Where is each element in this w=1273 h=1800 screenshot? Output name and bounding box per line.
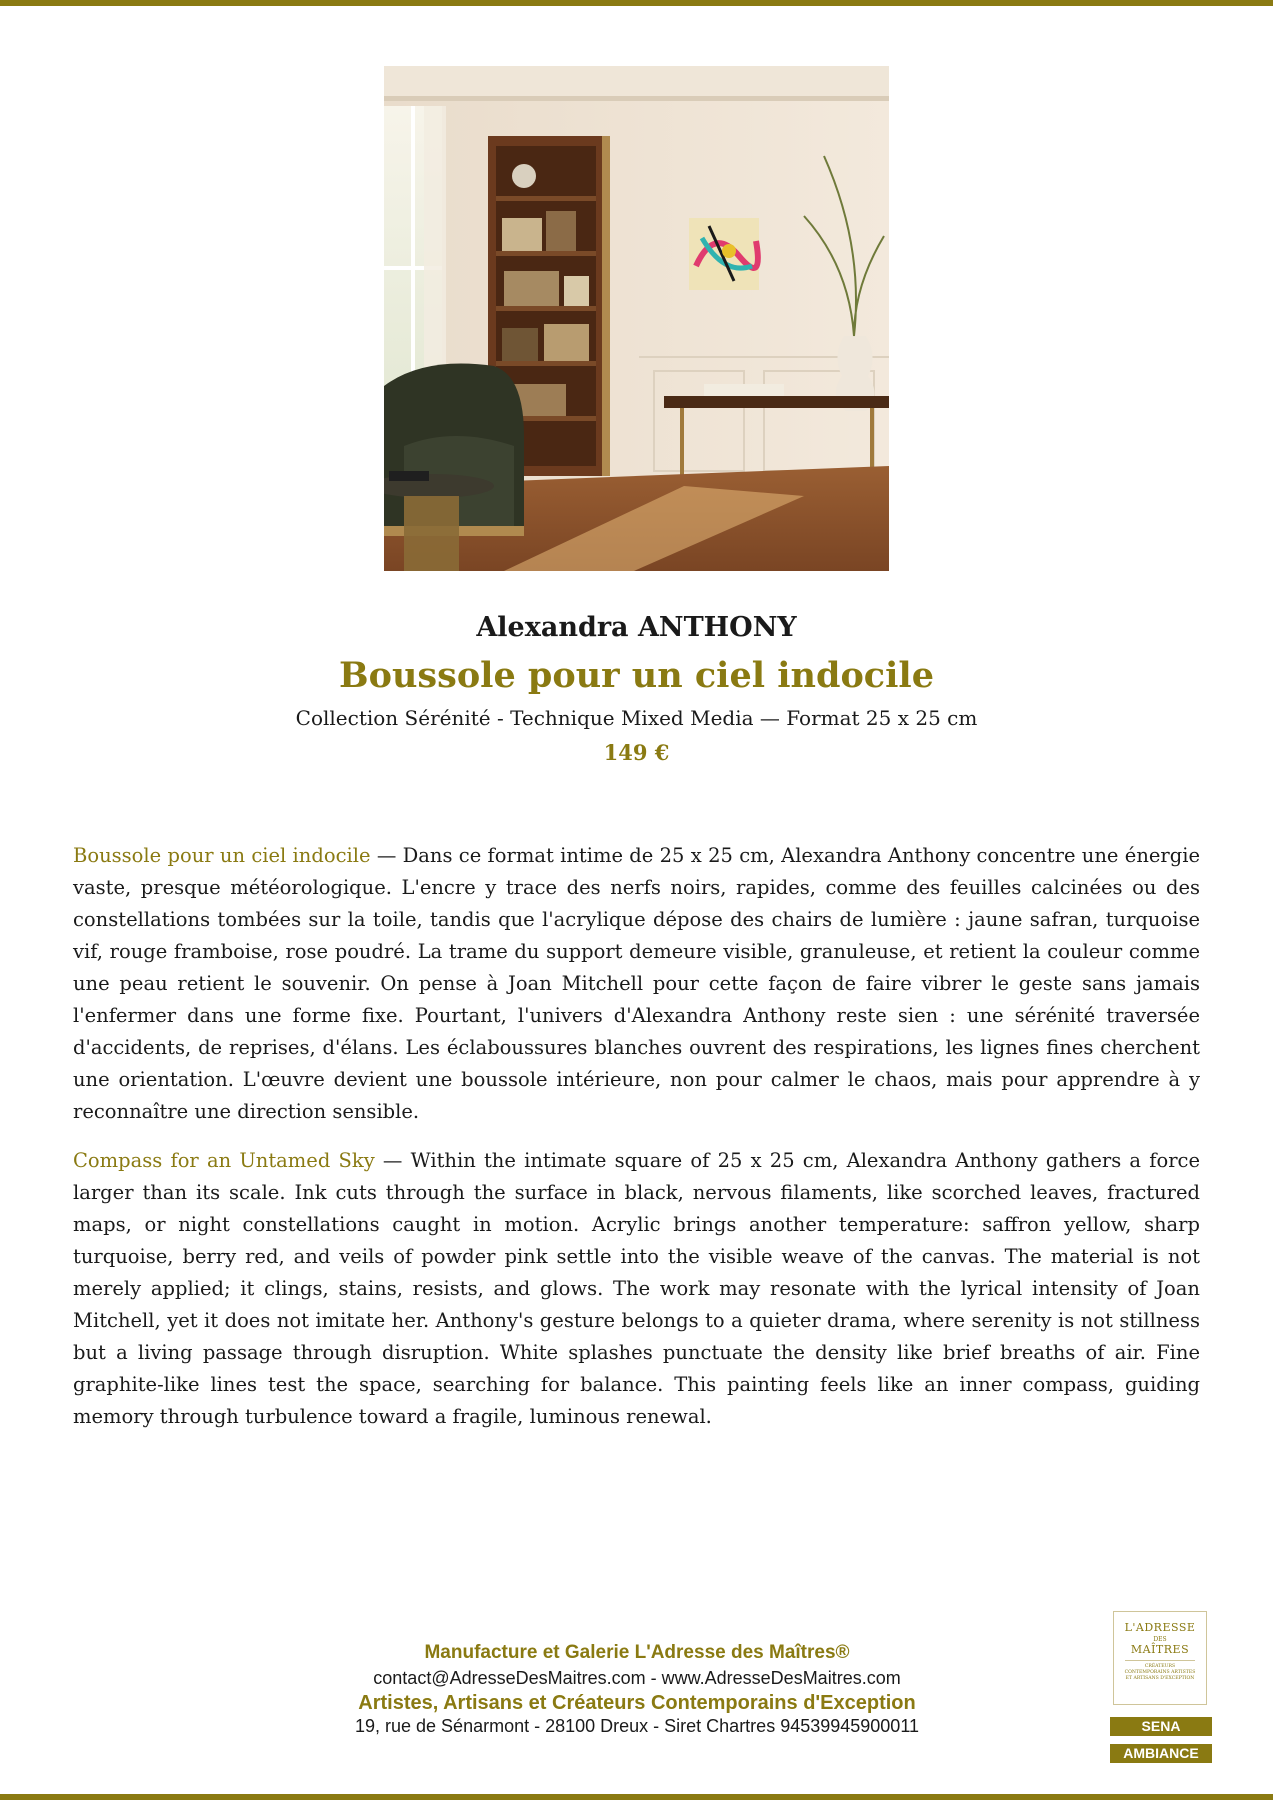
artwork-title: Boussole pour un ciel indocile [339, 655, 934, 696]
logo-rule [1125, 1660, 1195, 1661]
footer-contact: contact@AdresseDesMaitres.com - www.AdresseDesMaitres.com [373, 1668, 901, 1688]
description-french-text: — Dans ce format intime de 25 x 25 cm, Alexandra Anthony concentre une énergie vaste, presque météorologique. L'encre y trace des nerfs noirs, rapides, comme des feuilles calcinées ou des constellations tombées sur la toile, tandis que l'acrylique dépose des chairs de lumière : jaune safran, turquoise vif, rouge framboise, rose poudré. La trame du support demeure visible, granuleuse, et retient la couleur comme une peau retient le souvenir. On pense à Joan Mitchell pour cette façon de faire vibrer le geste sans jamais l'enfermer dans une forme fixe. Pourtant, l'univers d'Alexandra Anthony reste sien : une sérénité traversée d'accidents, de reprises, d'élans. Les éclaboussures blanches ouvrent des respirations, les lignes fines cherchent une orientation. L'œuvre devient une boussole intérieure, non pour calmer le chaos, mais pour apprendre à y reconnaître une direction sensible. [73, 844, 1200, 1123]
room-photo [384, 66, 889, 571]
logo-line-3: MAÎTRES [1130, 1643, 1190, 1656]
footer-gallery-name: Manufacture et Galerie L'Adresse des Maîtres® [424, 1642, 850, 1663]
artwork-details: Collection Sérénité - Technique Mixed Media — Format 25 x 25 cm [295, 706, 978, 730]
logo-line-1: L'ADRESSE [1124, 1621, 1196, 1634]
badge-sena: SENA [1110, 1717, 1212, 1736]
footer-address: 19, rue de Sénarmont - 28100 Dreux - Siret Chartres 94539945900011 [354, 1716, 920, 1736]
bottom-border [0, 1794, 1273, 1800]
logo-line-4: CRÉATEURS CONTEMPORAINS ARTISTES ET ARTISANS D'EXCEPTION [1124, 1664, 1196, 1681]
artwork-price: 149 € [603, 740, 670, 765]
logo-line-2: DES [1153, 1636, 1167, 1643]
gallery-logo [1113, 1611, 1207, 1705]
description-english [73, 1145, 1200, 1433]
description-english-lead: Compass for an Untamed Sky [73, 1149, 375, 1172]
artist-name: Alexandra ANTHONY [476, 612, 797, 643]
description-french [73, 840, 1200, 1128]
description-english-text: — Within the intimate square of 25 x 25 cm, Alexandra Anthony gathers a force larger than its scale. Ink cuts through the surface in black, nervous filaments, like scorched leaves, fractured maps, or night constellations caught in motion. Acrylic brings another temperature: saffron yellow, sharp turquoise, berry red, and veils of powder pink settle into the visible weave of the canvas. The material is not merely applied; it clings, stains, resists, and glows. The work may resonate with the lyrical intensity of Joan Mitchell, yet it does not imitate her. Anthony's gesture belongs to a quieter drama, where serenity is not stillness but a living passage through disruption. White splashes punctuate the density like brief breaths of air. Fine graphite-like lines test the space, searching for balance. This painting feels like an inner compass, guiding memory through turbulence toward a fragile, luminous renewal. [73, 1149, 1200, 1428]
badge-ambiance: AMBIANCE [1110, 1744, 1212, 1763]
footer-tagline: Artistes, Artisans et Créateurs Contemporains d'Exception [358, 1692, 916, 1714]
description-french-lead: Boussole pour un ciel indocile [73, 844, 371, 867]
top-border [0, 0, 1273, 6]
